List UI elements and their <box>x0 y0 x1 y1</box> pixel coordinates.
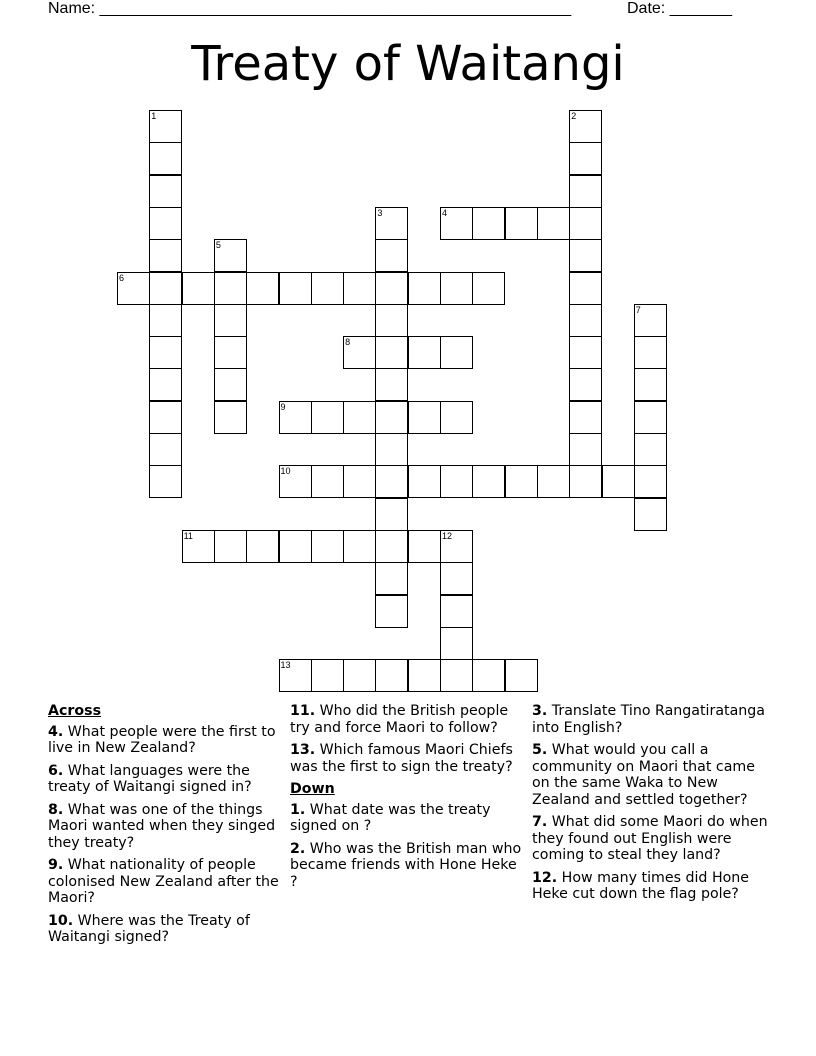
grid-cell[interactable] <box>440 465 473 498</box>
grid-cell[interactable] <box>214 368 247 401</box>
grid-cell[interactable] <box>569 272 602 305</box>
clue-item-text: What date was the treaty signed on ? <box>290 801 491 834</box>
grid-cell[interactable] <box>634 498 667 531</box>
grid-cell[interactable] <box>246 530 279 563</box>
clue-item <box>532 703 770 736</box>
grid-cell[interactable] <box>149 336 182 369</box>
grid-cell[interactable] <box>214 401 247 434</box>
grid-cell[interactable] <box>279 659 312 692</box>
clue-number: 12 <box>442 530 453 541</box>
clue-number: 2 <box>571 111 577 121</box>
clue-item <box>48 763 286 796</box>
grid-cell[interactable] <box>214 304 247 337</box>
grid-cell[interactable] <box>375 433 408 466</box>
grid-cell[interactable] <box>375 239 408 272</box>
grid-cell[interactable] <box>214 272 247 305</box>
clue-number: 3 <box>377 207 383 218</box>
clue-number: 6 <box>119 272 125 283</box>
clue-item <box>532 814 770 864</box>
grid-cell[interactable] <box>246 272 279 305</box>
clue-item-number: 12. <box>532 869 558 886</box>
grid-cell[interactable] <box>375 595 408 628</box>
grid-cell[interactable] <box>440 595 473 628</box>
grid-cell[interactable] <box>634 368 667 401</box>
grid-cell[interactable] <box>634 304 667 337</box>
grid-cell[interactable] <box>569 433 602 466</box>
clue-item-number: 8. <box>48 801 64 818</box>
grid-cell[interactable] <box>569 239 602 272</box>
grid-cell[interactable] <box>440 562 473 595</box>
grid-cell[interactable] <box>149 401 182 434</box>
grid-cell[interactable] <box>472 659 505 692</box>
grid-cell[interactable] <box>569 401 602 434</box>
grid-cell[interactable] <box>149 239 182 272</box>
grid-cell[interactable] <box>440 272 473 305</box>
grid-cell[interactable] <box>375 530 408 563</box>
grid-cell[interactable] <box>408 465 441 498</box>
grid-cell[interactable] <box>279 272 312 305</box>
clue-number: 4 <box>442 207 448 218</box>
grid-cell[interactable] <box>279 465 312 498</box>
grid-cell[interactable] <box>311 659 344 692</box>
clue-item-text: What languages were the treaty of Waitangi signed in? <box>48 762 252 795</box>
clue-item-number: 11. <box>290 703 316 719</box>
grid-cell[interactable] <box>408 272 441 305</box>
grid-cell[interactable] <box>149 110 182 143</box>
grid-cell[interactable] <box>634 433 667 466</box>
grid-cell[interactable] <box>440 401 473 434</box>
grid-cell[interactable] <box>634 401 667 434</box>
grid-cell[interactable] <box>149 175 182 208</box>
page-title: Treaty of Waitangi <box>191 36 625 92</box>
grid-cell[interactable] <box>343 272 376 305</box>
clue-item-number: 3. <box>532 703 548 719</box>
grid-cell[interactable] <box>634 336 667 369</box>
clue-number: 13 <box>280 660 291 671</box>
grid-cell[interactable] <box>505 659 538 692</box>
date-line: Date: _______ <box>627 0 732 17</box>
clue-item-text: Which famous Maori Chiefs was the first to sign the treaty? <box>290 742 513 775</box>
grid-cell[interactable] <box>569 368 602 401</box>
clue-number: 9 <box>280 401 286 412</box>
grid-cell[interactable] <box>149 272 182 305</box>
clue-item-number: 1. <box>290 801 306 818</box>
grid-cell[interactable] <box>569 142 602 175</box>
grid-cell[interactable] <box>311 401 344 434</box>
clue-item-number: 4. <box>48 723 64 740</box>
clue-item <box>48 802 286 852</box>
clue-item-text: Where was the Treaty of Waitangi signed? <box>48 912 250 945</box>
grid-cell[interactable] <box>149 207 182 240</box>
clue-number: 10 <box>280 466 291 477</box>
grid-cell[interactable] <box>149 368 182 401</box>
grid-cell[interactable] <box>375 465 408 498</box>
grid-cell[interactable] <box>375 207 408 240</box>
grid-cell[interactable] <box>602 465 635 498</box>
grid-cell[interactable] <box>472 272 505 305</box>
grid-cell[interactable] <box>182 272 215 305</box>
clue-number: 8 <box>345 337 351 348</box>
grid-cell[interactable] <box>440 530 473 563</box>
grid-cell[interactable] <box>375 272 408 305</box>
grid-cell[interactable] <box>634 465 667 498</box>
clue-item-number: 7. <box>532 814 548 830</box>
worksheet-header <box>0 0 816 20</box>
grid-cell[interactable] <box>408 530 441 563</box>
grid-cell[interactable] <box>440 207 473 240</box>
grid-cell[interactable] <box>569 465 602 498</box>
clue-item-number: 9. <box>48 857 64 873</box>
grid-cell[interactable] <box>505 207 538 240</box>
clue-item-text: Translate Tino Rangatiratanga into English? <box>532 703 765 736</box>
clue-item-text: What people were the first to live in New Zealand? <box>48 723 276 756</box>
grid-cell[interactable] <box>182 530 215 563</box>
clue-item <box>290 742 528 775</box>
clue-section-heading: Across <box>48 703 102 719</box>
grid-cell[interactable] <box>440 627 473 660</box>
clue-item <box>48 724 286 757</box>
clue-item-text: What was one of the things Maori wanted when they singed they treaty? <box>48 801 276 851</box>
grid-cell[interactable] <box>537 465 570 498</box>
grid-cell[interactable] <box>569 207 602 240</box>
clue-item <box>290 703 528 736</box>
grid-cell[interactable] <box>505 465 538 498</box>
clue-item-number: 10. <box>48 912 74 929</box>
clue-item-number: 6. <box>48 762 64 779</box>
grid-cell[interactable] <box>440 659 473 692</box>
clue-item-text: Who was the British man who became friends with Hone Heke ? <box>290 840 522 890</box>
clue-item <box>290 841 528 891</box>
grid-cell[interactable] <box>214 530 247 563</box>
clue-item <box>290 802 528 835</box>
grid-cell[interactable] <box>375 562 408 595</box>
grid-cell[interactable] <box>214 336 247 369</box>
grid-cell[interactable] <box>569 336 602 369</box>
grid-cell[interactable] <box>375 304 408 337</box>
clue-item-number: 2. <box>290 840 306 857</box>
grid-cell[interactable] <box>117 272 150 305</box>
clue-item-text: What did some Maori do when they found out English were coming to steal they land? <box>532 814 768 863</box>
grid-cell[interactable] <box>472 465 505 498</box>
clue-item <box>532 742 770 808</box>
clues-column-2 <box>290 703 528 896</box>
grid-cell[interactable] <box>569 304 602 337</box>
grid-cell[interactable] <box>149 142 182 175</box>
grid-cell[interactable] <box>149 465 182 498</box>
grid-cell[interactable] <box>311 272 344 305</box>
grid-cell[interactable] <box>375 336 408 369</box>
clues-column-3 <box>532 703 770 909</box>
clue-number: 7 <box>635 304 641 315</box>
grid-cell[interactable] <box>343 401 376 434</box>
grid-cell[interactable] <box>311 465 344 498</box>
clue-item <box>48 913 286 946</box>
clue-item-text: What would you call a community on Maori that came on the same Waka to New Zealand and settled together? <box>532 742 755 808</box>
grid-cell[interactable] <box>375 368 408 401</box>
grid-cell[interactable] <box>408 659 441 692</box>
clues-column-1 <box>48 703 286 952</box>
grid-cell[interactable] <box>311 530 344 563</box>
clue-item-text: What nationality of people colonised New Zealand after the Maori? <box>48 857 279 906</box>
grid-cell[interactable] <box>375 498 408 531</box>
grid-cell[interactable] <box>214 239 247 272</box>
clue-item <box>532 870 770 903</box>
grid-cell[interactable] <box>375 401 408 434</box>
grid-cell[interactable] <box>279 401 312 434</box>
clue-item-text: Who did the British people try and force Maori to follow? <box>290 703 509 736</box>
clue-item-number: 13. <box>290 742 316 758</box>
grid-cell[interactable] <box>279 530 312 563</box>
grid-cell[interactable] <box>569 110 602 143</box>
clue-item <box>48 857 286 907</box>
grid-cell[interactable] <box>537 207 570 240</box>
grid-cell[interactable] <box>343 659 376 692</box>
grid-cell[interactable] <box>408 336 441 369</box>
clue-number: 1 <box>151 111 157 121</box>
grid-cell[interactable] <box>149 433 182 466</box>
clue-number: 5 <box>215 240 221 251</box>
name-line: Name: _____________________________________________________ <box>48 0 572 17</box>
clue-section-heading: Down <box>290 781 335 797</box>
grid-cell[interactable] <box>343 530 376 563</box>
grid-cell[interactable] <box>149 304 182 337</box>
clue-item-number: 5. <box>532 742 548 758</box>
grid-cell[interactable] <box>472 207 505 240</box>
grid-cell[interactable] <box>569 175 602 208</box>
grid-cell[interactable] <box>343 336 376 369</box>
clue-number: 11 <box>183 530 193 541</box>
clue-item-text: How many times did Hone Heke cut down the flag pole? <box>532 869 750 902</box>
grid-cell[interactable] <box>440 336 473 369</box>
grid-cell[interactable] <box>408 401 441 434</box>
grid-cell[interactable] <box>343 465 376 498</box>
grid-cell[interactable] <box>375 659 408 692</box>
